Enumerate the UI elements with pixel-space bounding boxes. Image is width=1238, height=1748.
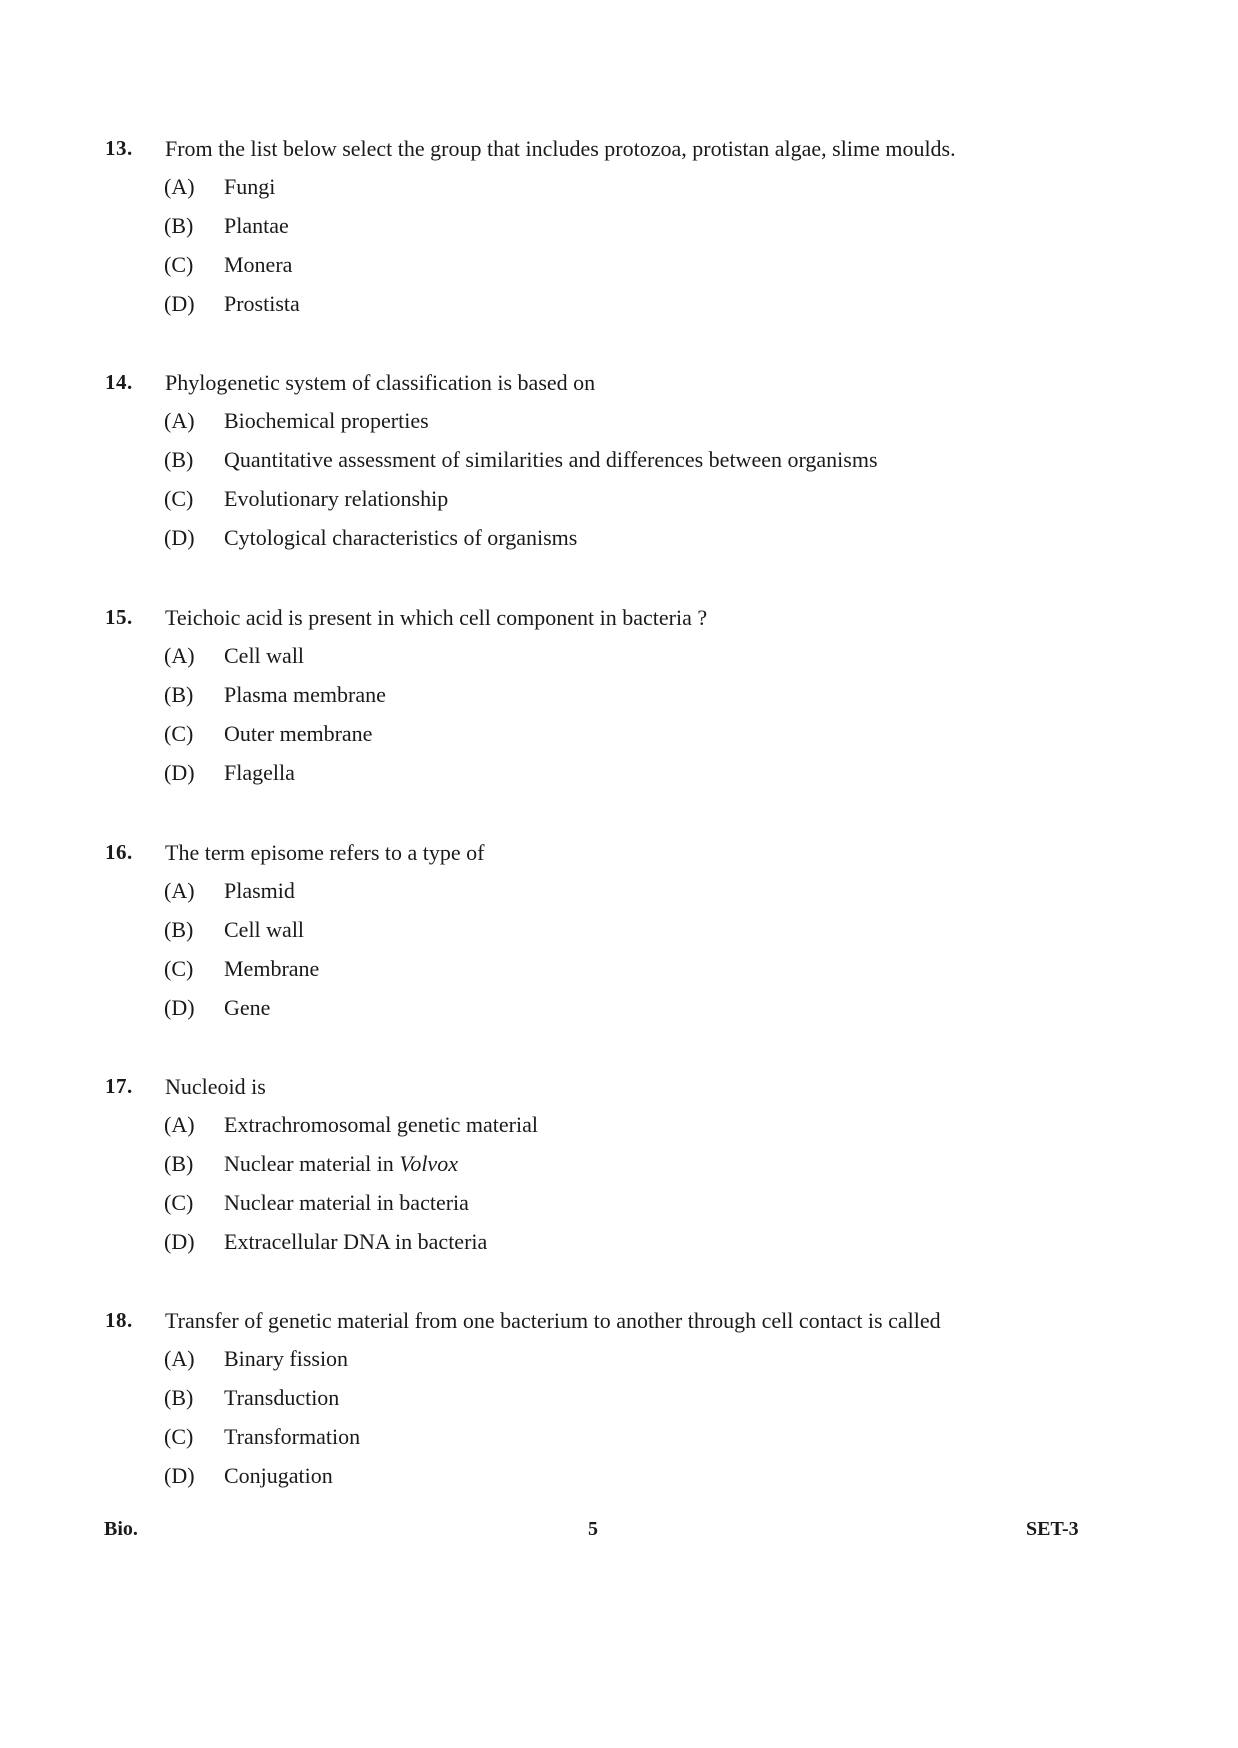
option-text: Nuclear material in bacteria	[224, 1190, 469, 1215]
option-b	[0, 682, 1238, 721]
option-label: (C)	[164, 486, 194, 511]
option-c	[0, 486, 1238, 525]
option-text: Flagella	[224, 760, 295, 785]
question-16	[0, 840, 1238, 1034]
option-text: Plantae	[224, 213, 289, 238]
question-number: 17.	[105, 1074, 133, 1098]
option-label: (D)	[164, 760, 195, 785]
option-text: Quantitative assessment of similarities and differences between organisms	[224, 447, 878, 472]
question-number: 18.	[105, 1308, 133, 1332]
option-label: (C)	[164, 1424, 194, 1449]
footer-page-number: 5	[588, 1518, 598, 1540]
option-text: Cytological characteristics of organisms	[224, 525, 578, 550]
option-label: (D)	[164, 995, 195, 1020]
question-text: Teichoic acid is present in which cell component in bacteria ?	[165, 605, 708, 630]
option-text: Plasma membrane	[224, 682, 386, 707]
option-label: (C)	[164, 1190, 194, 1215]
option-d	[0, 1229, 1238, 1268]
option-a	[0, 408, 1238, 447]
option-label: (B)	[164, 917, 194, 942]
option-text: Binary fission	[224, 1346, 349, 1371]
option-b	[0, 213, 1238, 252]
option-c	[0, 721, 1238, 760]
option-d	[0, 525, 1238, 564]
option-label: (A)	[164, 878, 195, 903]
option-label: (D)	[164, 291, 195, 316]
option-label: (C)	[164, 252, 194, 277]
option-text: Biochemical properties	[224, 408, 429, 433]
question-13	[0, 136, 1238, 330]
option-text: Cell wall	[224, 917, 305, 942]
option-text: Extracellular DNA in bacteria	[224, 1229, 488, 1254]
option-text: Monera	[224, 252, 293, 277]
option-d	[0, 760, 1238, 799]
option-text: Plasmid	[224, 878, 295, 903]
option-b	[0, 447, 1238, 486]
option-text: Membrane	[224, 956, 320, 981]
question-text: From the list below select the group that includes protozoa, protistan algae, slime moulds.	[165, 136, 956, 161]
option-label: (C)	[164, 721, 194, 746]
option-a	[0, 878, 1238, 917]
question-text: Phylogenetic system of classification is based on	[165, 370, 596, 395]
option-label: (D)	[164, 1229, 195, 1254]
question-15	[0, 605, 1238, 799]
option-a	[0, 643, 1238, 682]
question-text: The term episome refers to a type of	[165, 840, 485, 865]
option-a	[0, 1112, 1238, 1151]
option-text: Extrachromosomal genetic material	[224, 1112, 538, 1137]
option-text-plain: Nuclear material in	[224, 1151, 400, 1176]
option-text: Prostista	[224, 291, 300, 316]
footer-subject: Bio.	[104, 1518, 138, 1540]
option-b	[0, 1151, 1238, 1190]
option-label: (B)	[164, 447, 194, 472]
option-c	[0, 956, 1238, 995]
option-text: Transduction	[224, 1385, 340, 1410]
option-label: (A)	[164, 1346, 195, 1371]
option-d	[0, 1463, 1238, 1502]
option-d	[0, 291, 1238, 330]
organism-name-italic: Volvox	[399, 1151, 458, 1176]
option-c	[0, 1424, 1238, 1463]
option-text: Outer membrane	[224, 721, 373, 746]
option-label: (B)	[164, 213, 194, 238]
option-label: (B)	[164, 1385, 194, 1410]
question-14	[0, 370, 1238, 564]
option-text: Evolutionary relationship	[224, 486, 449, 511]
option-b	[0, 917, 1238, 956]
option-label: (D)	[164, 525, 195, 550]
question-number: 13.	[105, 136, 133, 160]
option-label: (A)	[164, 408, 195, 433]
option-label: (A)	[164, 174, 195, 199]
question-text: Transfer of genetic material from one bacterium to another through cell contact is called	[165, 1308, 941, 1333]
option-text: Conjugation	[224, 1463, 333, 1488]
option-b	[0, 1385, 1238, 1424]
option-c	[0, 1190, 1238, 1229]
option-text: Transformation	[224, 1424, 361, 1449]
option-d	[0, 995, 1238, 1034]
question-number: 16.	[105, 840, 133, 864]
option-label: (A)	[164, 1112, 195, 1137]
option-text: Gene	[224, 995, 271, 1020]
option-label: (A)	[164, 643, 195, 668]
option-text: Cell wall	[224, 643, 305, 668]
question-text: Nucleoid is	[165, 1074, 266, 1099]
question-17	[0, 1074, 1238, 1268]
option-a	[0, 1346, 1238, 1385]
footer-set: SET-3	[1026, 1518, 1079, 1540]
option-label: (B)	[164, 682, 194, 707]
question-number: 15.	[105, 605, 133, 629]
option-text	[224, 1151, 458, 1177]
option-label: (C)	[164, 956, 194, 981]
option-text: Fungi	[224, 174, 276, 199]
option-c	[0, 252, 1238, 291]
option-a	[0, 174, 1238, 213]
option-label: (B)	[164, 1151, 194, 1176]
question-18	[0, 1308, 1238, 1502]
option-label: (D)	[164, 1463, 195, 1488]
question-number: 14.	[105, 370, 133, 394]
